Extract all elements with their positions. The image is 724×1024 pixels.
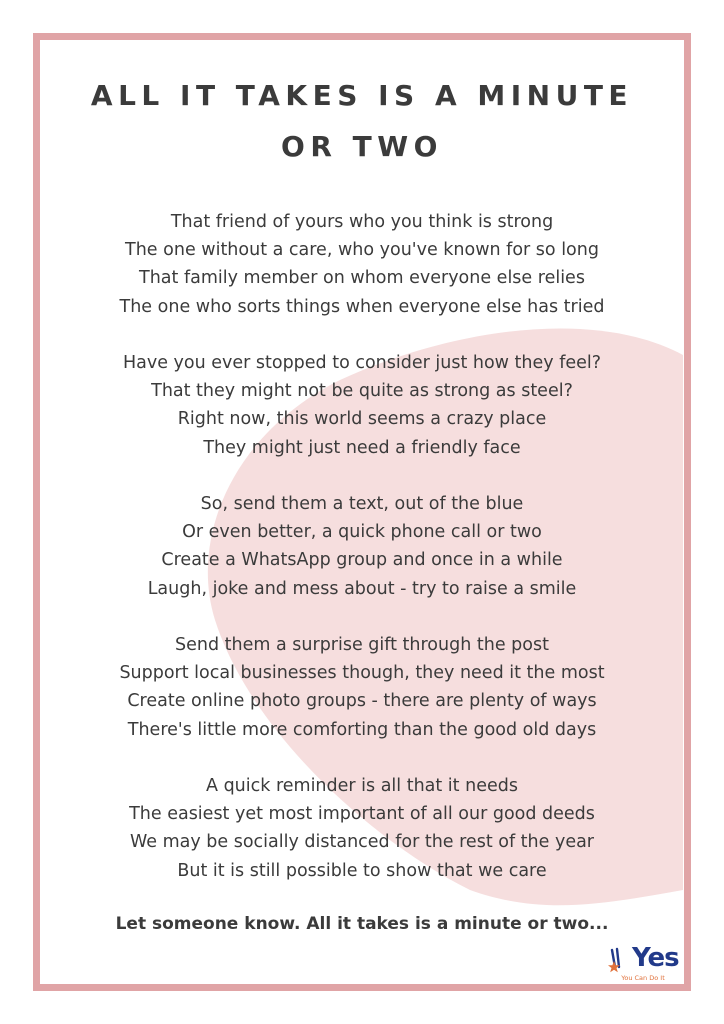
poem-line: There's little more comforting than the good old days <box>127 719 597 740</box>
stanza <box>40 490 684 603</box>
poem-line: The one without a care, who you've known for so long <box>125 240 599 261</box>
poem-line: Send them a surprise gift through the post <box>175 635 549 655</box>
poem-line: But it is still possible to show that we care <box>177 860 547 881</box>
poem-line: Create a WhatsApp group and once in a while <box>161 550 563 571</box>
poem-line: They might just need a friendly face <box>203 437 521 458</box>
stanza <box>40 349 684 462</box>
poem-line: A quick reminder is all that it needs <box>206 776 518 796</box>
poem-line: Create online photo groups - there are plenty of ways <box>127 691 597 712</box>
poem-line: The one who sorts things when everyone else has tried <box>119 296 605 317</box>
poem-line: That family member on whom everyone else relies <box>139 268 585 289</box>
stanza <box>40 208 684 321</box>
poem-body <box>40 208 684 913</box>
poem-line: The easiest yet most important of all our good deeds <box>129 804 595 825</box>
logo-tagline: You Can Do It <box>621 974 665 982</box>
title-line: ALL IT TAKES IS A MINUTE <box>90 79 634 112</box>
logo-wordmark: Yes <box>632 943 679 973</box>
closing-line: Let someone know. All it takes is a minute or two... <box>115 914 609 934</box>
poem-title <box>40 70 684 172</box>
stanza <box>40 772 684 885</box>
poem-line: Support local businesses though, they need it the most <box>119 663 605 684</box>
poem-line: So, send them a text, out of the blue <box>200 494 524 514</box>
stanza <box>40 631 684 744</box>
poem-line: Laugh, joke and mess about - try to raise a smile <box>147 578 577 599</box>
poem-line: That they might not be quite as strong as steel? <box>151 381 573 402</box>
poem-line: Right now, this world seems a crazy place <box>177 409 547 430</box>
poem-line: We may be socially distanced for the rest of the year <box>129 832 594 853</box>
title-line: OR TWO <box>281 130 443 163</box>
poem-line: That friend of yours who you think is strong <box>170 212 554 232</box>
yes-logo <box>608 943 686 987</box>
poem-line: Or even better, a quick phone call or two <box>182 522 542 543</box>
poem-line: Have you ever stopped to consider just how they feel? <box>122 353 602 373</box>
page-frame <box>33 33 691 991</box>
